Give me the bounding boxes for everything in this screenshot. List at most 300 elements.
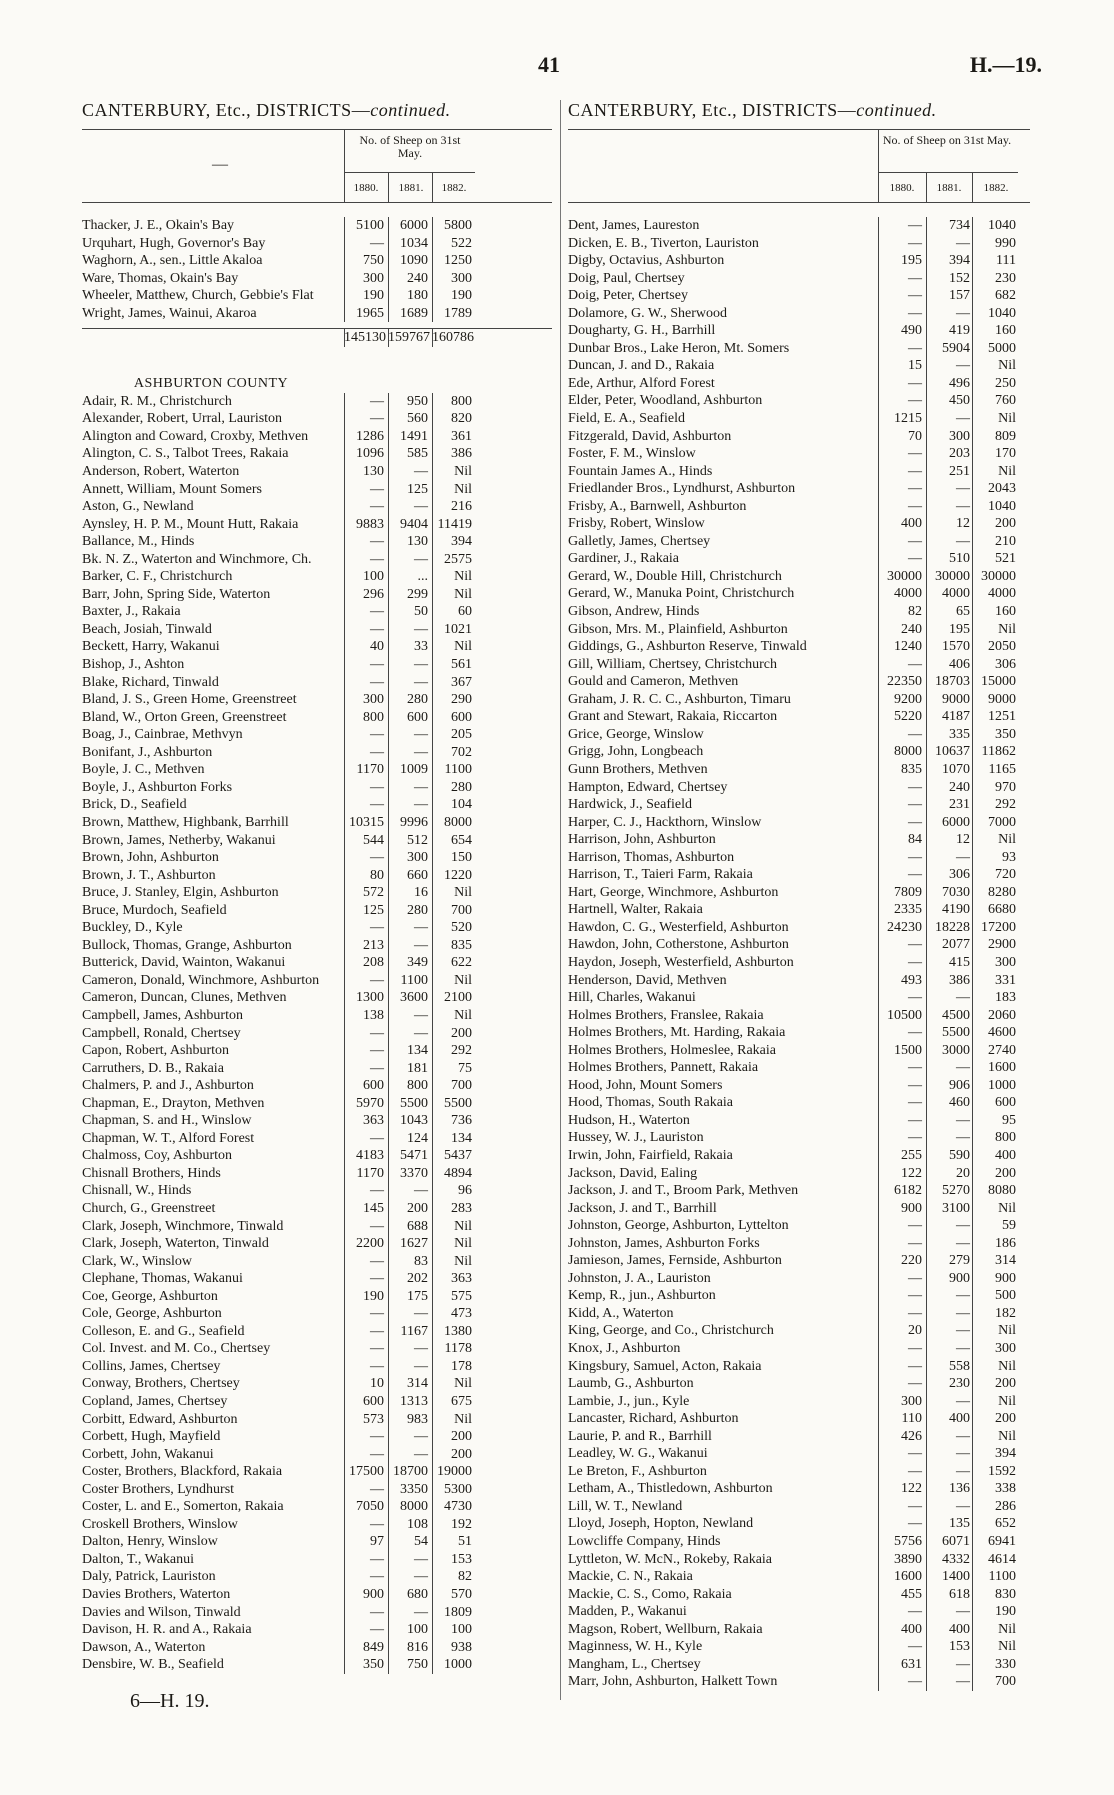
holder-name: Fitzgerald, David, Ashburton: [568, 428, 732, 444]
column-rule: [344, 287, 345, 305]
sheep-count-1881: 30000: [935, 568, 970, 584]
column-rule: [388, 691, 389, 709]
sheep-count-1882: 363: [451, 1271, 472, 1287]
sheep-count-1880: —: [908, 1341, 922, 1356]
column-rule: [926, 621, 927, 639]
sheep-count-1881: —: [414, 727, 428, 743]
holder-name: Lloyd, Joseph, Hopton, Newland: [568, 1516, 754, 1532]
column-rule: [388, 1639, 389, 1657]
column-rule: [388, 603, 389, 621]
column-rule: [972, 550, 973, 568]
table-row: [568, 1445, 1030, 1463]
column-rule: [344, 329, 345, 347]
column-rule: [432, 533, 433, 551]
sheep-count-1880: 600: [363, 1078, 384, 1094]
column-rule: [344, 1375, 345, 1393]
sheep-count-1882: 75: [458, 1060, 472, 1076]
table-row: [568, 743, 1030, 761]
sheep-count-1882: Nil: [998, 411, 1016, 427]
sheep-count-1881: 9404: [400, 516, 428, 532]
sheep-count-1880: —: [908, 1218, 922, 1234]
column-rule: [344, 761, 345, 779]
sheep-count-1882: Nil: [998, 1323, 1016, 1339]
sheep-count-1881: —: [414, 551, 428, 567]
column-rule: [878, 287, 879, 305]
sheep-count-1882: 190: [451, 288, 472, 304]
sheep-count-1882: 900: [995, 1270, 1016, 1286]
column-rule: [926, 392, 927, 410]
column-rule: [926, 1129, 927, 1147]
column-rule: [344, 1411, 345, 1429]
sheep-count-1881: —: [956, 1130, 970, 1146]
column-rule: [878, 1322, 879, 1340]
sheep-count-1881: 4000: [942, 586, 970, 602]
column-rule: [388, 287, 389, 305]
column-rule: [388, 902, 389, 920]
column-rule: [432, 1200, 433, 1218]
column-rule: [972, 1428, 973, 1446]
sheep-count-1882: 205: [451, 727, 472, 743]
column-rule: [878, 585, 879, 603]
table-row: [568, 1533, 1030, 1551]
column-rule: [972, 1322, 973, 1340]
table-row: [82, 638, 552, 656]
column-rule: [972, 673, 973, 691]
right-table-body: [568, 217, 1030, 1691]
sheep-count-1881: —: [414, 499, 428, 515]
table-row: [568, 568, 1030, 586]
column-rule: [432, 1463, 433, 1481]
table-row: [568, 884, 1030, 902]
sheep-count-1881: 496: [949, 375, 970, 391]
column-rule: [344, 1165, 345, 1183]
holder-name: Jackson, David, Ealing: [568, 1165, 698, 1181]
holder-name: Brown, J. T., Ashburton: [82, 867, 216, 883]
column-rule: [344, 252, 345, 270]
holder-name: Hood, John, Mount Somers: [568, 1077, 723, 1093]
holder-name: Grant and Stewart, Rakaia, Riccarton: [568, 709, 778, 725]
holder-name: Kingsbury, Samuel, Acton, Rakaia: [568, 1358, 762, 1374]
sheep-count-1882: 1178: [444, 1341, 472, 1357]
holder-name: Lyttleton, W. McN., Rokeby, Rakaia: [568, 1551, 773, 1567]
column-rule: [878, 1375, 879, 1393]
sheep-count-1882: 96: [458, 1183, 472, 1199]
column-rule: [926, 1077, 927, 1095]
column-rule: [344, 270, 345, 288]
right-title-continued: continued.: [856, 100, 937, 120]
holder-name: Chisnall Brothers, Hinds: [82, 1165, 221, 1181]
sheep-count-1882: 350: [995, 726, 1016, 742]
sheep-count-1880: —: [370, 727, 384, 743]
sheep-count-1882: 367: [451, 674, 472, 690]
column-rule: [388, 1077, 389, 1095]
sheep-count-1881: —: [956, 1235, 970, 1251]
holder-name: Cameron, Duncan, Clunes, Methven: [82, 990, 287, 1006]
holder-name: Gill, William, Chertsey, Christchurch: [568, 656, 778, 672]
sheep-count-1880: 9883: [356, 516, 384, 532]
sheep-count-1880: —: [908, 305, 922, 321]
column-rule: [926, 235, 927, 253]
holder-name: Hardwick, J., Seafield: [568, 797, 693, 813]
holder-name: Urquhart, Hugh, Governor's Bay: [82, 235, 266, 251]
column-rule: [432, 428, 433, 446]
sheep-count-1881: 152: [949, 270, 970, 286]
column-rule: [344, 1463, 345, 1481]
column-rule: [972, 1200, 973, 1218]
sheep-count-1881: —: [414, 464, 428, 480]
column-rule: [344, 1112, 345, 1130]
sheep-count-1880: 138: [363, 1007, 384, 1023]
sheep-count-1880: 849: [363, 1639, 384, 1655]
column-rule: [878, 1252, 879, 1270]
sheep-count-1880: —: [908, 1130, 922, 1146]
table-row: [568, 1024, 1030, 1042]
sheep-count-1882: 8080: [988, 1183, 1016, 1199]
holder-name: Holmes Brothers, Mt. Harding, Rakaia: [568, 1025, 786, 1041]
table-row: [82, 1323, 552, 1341]
column-rule: [926, 1568, 927, 1586]
sheep-count-1882: 800: [451, 393, 472, 409]
sheep-count-1881: 50: [414, 604, 428, 620]
column-rule: [878, 779, 879, 797]
right-column-title: [568, 100, 1030, 121]
column-rule: [972, 235, 973, 253]
sheep-count-1881: 415: [949, 954, 970, 970]
sheep-count-1880: 122: [901, 1481, 922, 1497]
sheep-count-1882: 820: [451, 411, 472, 427]
table-row: [568, 1551, 1030, 1569]
column-rule: [432, 463, 433, 481]
column-rule: [878, 1656, 879, 1674]
table-row: [568, 1200, 1030, 1218]
sheep-count-1881: 4332: [942, 1551, 970, 1567]
sheep-count-1882: 300: [451, 270, 472, 286]
sheep-count-1881: —: [414, 657, 428, 673]
column-rule: [344, 919, 345, 937]
table-row: [568, 1235, 1030, 1253]
sheep-count-1881: 240: [407, 270, 428, 286]
table-row: [568, 515, 1030, 533]
holder-name: Adair, R. M., Christchurch: [82, 393, 232, 409]
column-rule: [344, 1656, 345, 1674]
column-rule: [878, 1182, 879, 1200]
sheep-count-1882: 702: [451, 744, 472, 760]
column-rule: [432, 884, 433, 902]
sheep-count-1882: Nil: [454, 464, 472, 480]
holder-name: Gunn Brothers, Methven: [568, 761, 708, 777]
column-rule: [432, 1112, 433, 1130]
sheep-count-1880: 2200: [356, 1236, 384, 1252]
table-row: [568, 603, 1030, 621]
left-column: [82, 100, 552, 1674]
column-rule: [388, 867, 389, 885]
column-rule: [878, 428, 879, 446]
sheep-count-1882: Nil: [454, 639, 472, 655]
holder-name: Copland, James, Chertsey: [82, 1394, 228, 1409]
table-row: [82, 516, 552, 534]
table-row: [568, 1515, 1030, 1533]
sheep-count-1880: 4183: [356, 1148, 384, 1164]
column-rule: [432, 1411, 433, 1429]
sheep-count-1880: —: [908, 1604, 922, 1620]
column-rule: [972, 533, 973, 551]
table-row: [568, 1270, 1030, 1288]
left-title-main: CANTERBURY, Etc., DISTRICTS—: [82, 100, 371, 120]
holder-name: Dalton, Henry, Winslow: [82, 1534, 218, 1550]
holder-name: Hart, George, Winchmore, Ashburton: [568, 884, 779, 900]
holder-name: Wright, James, Wainui, Akaroa: [82, 305, 257, 321]
sheep-count-1880: —: [908, 498, 922, 514]
column-rule: [972, 463, 973, 481]
year-1882-header: 1882.: [983, 182, 1009, 194]
holder-name: Jamieson, James, Fernside, Ashburton: [568, 1253, 782, 1269]
column-rule: [926, 831, 927, 849]
sheep-count-1880: —: [370, 1025, 384, 1041]
holder-name: Letham, A., Thistledown, Ashburton: [568, 1481, 773, 1497]
column-rule: [926, 1410, 927, 1428]
sheep-count-1882: 622: [451, 955, 472, 971]
table-row: [568, 708, 1030, 726]
sheep-count-1882: Nil: [454, 586, 472, 602]
column-rule: [388, 1568, 389, 1586]
column-rule: [388, 1340, 389, 1358]
sheep-count-1881: 600: [407, 709, 428, 725]
column-rule: [972, 340, 973, 358]
sheep-count-1880: 5970: [356, 1095, 384, 1111]
column-rule: [926, 1480, 927, 1498]
column-rule: [432, 1130, 433, 1148]
sheep-count-1882: 200: [995, 1411, 1016, 1427]
sheep-count-1880: 8000: [894, 744, 922, 760]
sheep-count-1880: —: [908, 1270, 922, 1286]
column-rule: [344, 428, 345, 446]
sheep-count-1880: 1170: [356, 1165, 384, 1181]
column-rule: [388, 937, 389, 955]
column-rule: [878, 568, 879, 586]
table-row: [82, 1498, 552, 1516]
column-rule: [388, 1165, 389, 1183]
column-rule: [344, 533, 345, 551]
column-rule: [878, 726, 879, 744]
holder-name: Graham, J. R. C. C., Ashburton, Timaru: [568, 691, 791, 707]
column-rule: [388, 1446, 389, 1464]
table-row: [568, 814, 1030, 832]
sheep-count-1881: 181: [407, 1060, 428, 1076]
table-row: [82, 533, 552, 551]
column-rule: [432, 586, 433, 604]
sheep-count-1881: 9000: [942, 691, 970, 707]
table-row: [82, 1481, 552, 1499]
column-rule: [878, 1024, 879, 1042]
table-row: [82, 217, 552, 235]
sheep-count-header: No. of Sheep on 31st May.: [359, 133, 461, 160]
holder-name: Davison, H. R. and A., Rakaia: [82, 1622, 252, 1638]
spacer: [82, 347, 552, 375]
column-rule: [878, 1410, 879, 1428]
table-row: [82, 1305, 552, 1323]
sheep-count-1882: 5437: [444, 1148, 472, 1164]
table-row: [82, 621, 552, 639]
column-rule: [432, 832, 433, 850]
column-rule: [432, 1604, 433, 1622]
sheep-count-1882: 760: [995, 393, 1016, 409]
sheep-count-1880: 220: [901, 1253, 922, 1269]
column-rule: [344, 1007, 345, 1025]
column-rule: [972, 1059, 973, 1077]
column-rule: [432, 849, 433, 867]
column-rule: [388, 726, 389, 744]
column-rule: [388, 832, 389, 850]
sheep-count-1882: 682: [995, 288, 1016, 304]
year-1880-header: 1880.: [353, 182, 379, 194]
column-rule: [972, 972, 973, 990]
sheep-count-1881: 1313: [400, 1394, 428, 1409]
holder-name: Harrison, Thomas, Ashburton: [568, 849, 735, 865]
sheep-count-1880: 400: [901, 516, 922, 532]
column-rule: [972, 901, 973, 919]
column-rule: [926, 726, 927, 744]
column-rule: [926, 1656, 927, 1674]
table-row: [82, 1235, 552, 1253]
sheep-count-1882: Nil: [454, 481, 472, 497]
column-rule: [432, 1533, 433, 1551]
column-rule: [432, 481, 433, 499]
table-row: [568, 498, 1030, 516]
table-row: [82, 674, 552, 692]
sheep-count-1880: —: [908, 288, 922, 304]
column-rule: [432, 1428, 433, 1446]
table-row: [568, 972, 1030, 990]
sheep-count-1881: —: [956, 1446, 970, 1462]
sheep-count-1882: 186: [995, 1235, 1016, 1251]
column-rule: [972, 585, 973, 603]
sheep-count-1881: 240: [949, 779, 970, 795]
column-rule: [972, 1077, 973, 1095]
column-rule: [344, 445, 345, 463]
column-rule: [344, 621, 345, 639]
table-row: [568, 375, 1030, 393]
column-rule: [926, 691, 927, 709]
column-rule: [926, 866, 927, 884]
sheep-count-1880: —: [908, 463, 922, 479]
column-rule: [344, 1498, 345, 1516]
sheep-count-1882: 561: [451, 657, 472, 673]
column-rule: [926, 638, 927, 656]
sheep-count-1881: 6071: [942, 1534, 970, 1550]
sheep-count-1880: —: [370, 1481, 384, 1497]
holder-name: Gibson, Andrew, Hinds: [568, 604, 700, 620]
sheep-count-1880: —: [908, 340, 922, 356]
column-rule: [344, 463, 345, 481]
sheep-count-1880: —: [370, 674, 384, 690]
column-rule: [972, 217, 973, 235]
column-rule: [878, 1007, 879, 1025]
sheep-count-1880: 17500: [349, 1464, 384, 1480]
sheep-count-1880: —: [370, 1622, 384, 1638]
column-rule: [432, 498, 433, 516]
sheep-count-1881: 100: [407, 1622, 428, 1638]
column-rule: [344, 1253, 345, 1271]
column-rule: [344, 1428, 345, 1446]
sheep-count-1881: —: [956, 358, 970, 374]
column-rule: [878, 217, 879, 235]
table-row: [568, 1586, 1030, 1604]
column-rule: [972, 621, 973, 639]
column-rule: [344, 867, 345, 885]
sheep-count-1880: 3890: [894, 1551, 922, 1567]
sheep-count-1881: —: [414, 1604, 428, 1620]
column-rule: [926, 1340, 927, 1358]
sheep-count-1882: 520: [451, 920, 472, 936]
sheep-count-1882: 1040: [988, 305, 1016, 321]
sheep-count-1880: 572: [363, 885, 384, 901]
sheep-count-1880: —: [370, 1043, 384, 1059]
column-rule: [878, 919, 879, 937]
column-rule: [926, 1094, 927, 1112]
column-rule: [926, 1375, 927, 1393]
column-rule: [972, 1305, 973, 1323]
column-rule: [878, 1498, 879, 1516]
table-row: [568, 1358, 1030, 1376]
table-row: [568, 638, 1030, 656]
sheep-count-1882: Nil: [454, 885, 472, 901]
holder-name: Grigg, John, Longbeach: [568, 744, 704, 760]
table-row: [82, 1656, 552, 1674]
sheep-count-1880: 900: [901, 1200, 922, 1216]
sheep-count-1880: —: [908, 1288, 922, 1304]
sheep-count-1882: 6680: [988, 902, 1016, 918]
column-rule: [344, 498, 345, 516]
holder-name: Chapman, E., Drayton, Methven: [82, 1095, 265, 1111]
column-rule: [878, 1358, 879, 1376]
sheep-count-1882: 800: [995, 1130, 1016, 1146]
column-rule: [388, 1007, 389, 1025]
sheep-count-1881: —: [956, 1341, 970, 1356]
sheep-count-1881: 130: [407, 534, 428, 550]
holder-name: Frisby, Robert, Winslow: [568, 516, 705, 532]
holder-name: Chapman, S. and H., Winslow: [82, 1113, 252, 1129]
header-rule: [878, 130, 879, 202]
holder-name: Kemp, R., jun., Ashburton: [568, 1288, 716, 1304]
column-rule: [344, 1147, 345, 1165]
sheep-count-1882: 500: [995, 1288, 1016, 1304]
table-row: [568, 919, 1030, 937]
column-rule: [878, 550, 879, 568]
column-rule: [344, 1568, 345, 1586]
sheep-count-1880: 10: [370, 1376, 384, 1392]
table-row: [82, 1025, 552, 1043]
sheep-count-1881: 4187: [942, 709, 970, 725]
column-rule: [926, 972, 927, 990]
sheep-count-1881: 1491: [400, 428, 428, 444]
column-rule: [388, 779, 389, 797]
holder-name: Collins, James, Chertsey: [82, 1358, 221, 1374]
holder-name: Gardiner, J., Rakaia: [568, 551, 680, 567]
header-rule: [344, 172, 475, 173]
table-row: [82, 393, 552, 411]
sheep-count-1881: 460: [949, 1095, 970, 1111]
sheep-count-1881: 660: [407, 867, 428, 883]
holder-name: Alexander, Robert, Urral, Lauriston: [82, 411, 283, 427]
table-row: [568, 1480, 1030, 1498]
holder-name: Chapman, W. T., Alford Forest: [82, 1130, 255, 1146]
sheep-count-1880: 10315: [349, 814, 384, 830]
sheep-count-1881: 8000: [400, 1499, 428, 1515]
column-rule: [878, 533, 879, 551]
sheep-count-1881: 16: [414, 885, 428, 901]
column-rule: [432, 902, 433, 920]
sheep-count-1880: 5100: [356, 218, 384, 233]
